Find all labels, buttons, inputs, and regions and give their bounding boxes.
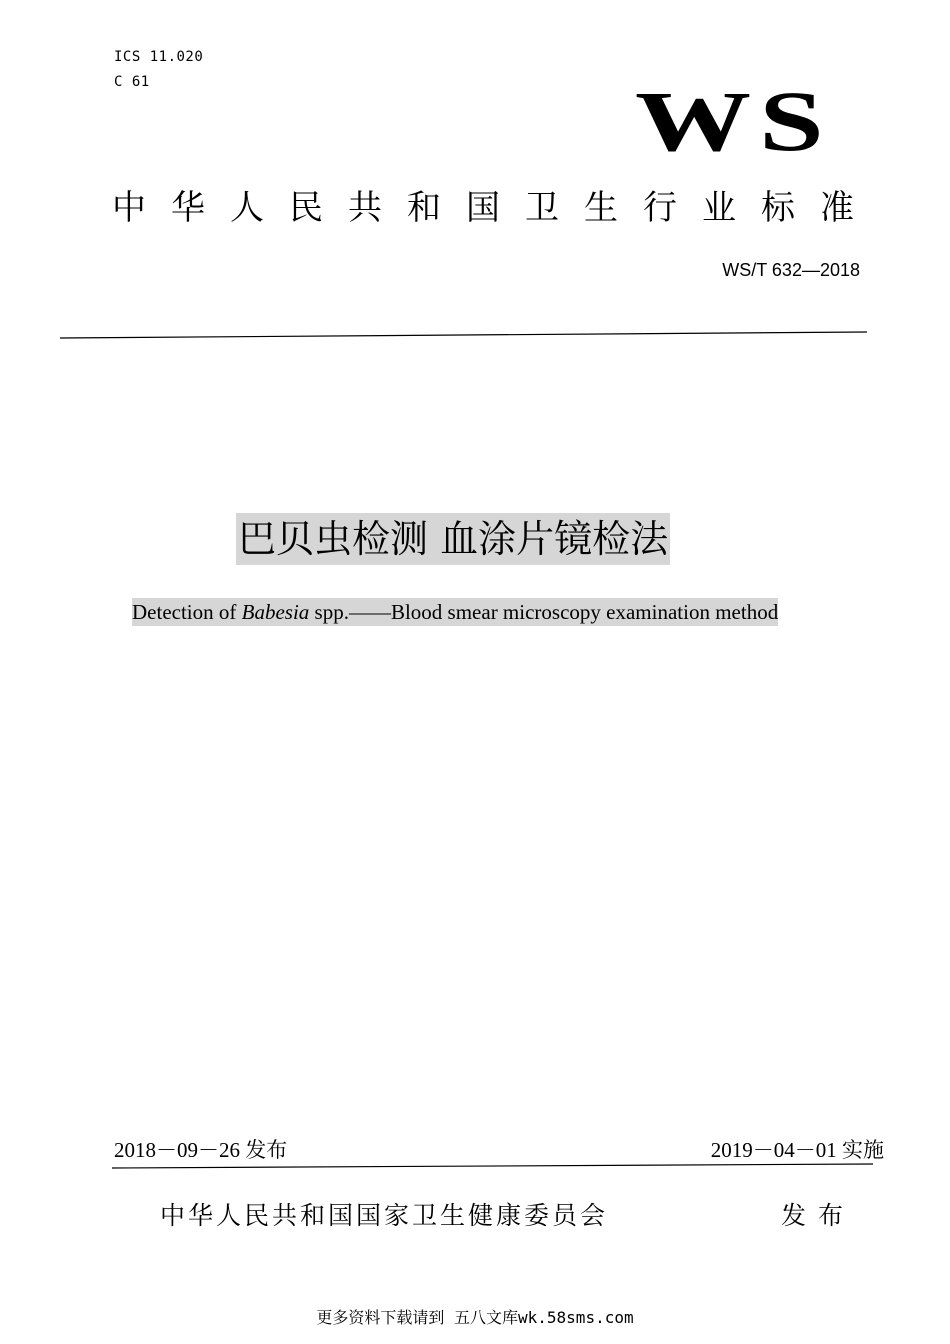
ccs-code: C 61 <box>114 74 150 90</box>
top-divider <box>60 331 867 339</box>
document-title-chinese: 巴贝虫检测 血涂片镜检法 <box>236 513 670 565</box>
ws-logo: WS <box>635 73 832 169</box>
ics-code: ICS 11.020 <box>114 49 204 65</box>
issuer-action: 发布 <box>781 1201 856 1230</box>
document-title-english <box>132 598 778 626</box>
bottom-divider <box>112 1163 873 1169</box>
publish-date: 2018－09－26 发布 <box>114 1138 288 1162</box>
standard-type-heading: 中华人民共和国卫生行业标准 <box>112 188 879 228</box>
issuing-authority: 中华人民共和国国家卫生健康委员会 <box>160 1201 609 1230</box>
title-english-genus: Babesia <box>241 600 310 624</box>
implement-date: 2019－04－01 实施 <box>710 1138 884 1162</box>
title-english-prefix: Detection of <box>132 600 242 624</box>
footer-download-note: 更多资料下载请到 五八文库wk.58sms.com <box>316 1308 634 1327</box>
title-english-suffix: spp.——Blood smear microscopy examination method <box>309 600 779 624</box>
standard-number: WS/T 632—2018 <box>722 260 860 280</box>
